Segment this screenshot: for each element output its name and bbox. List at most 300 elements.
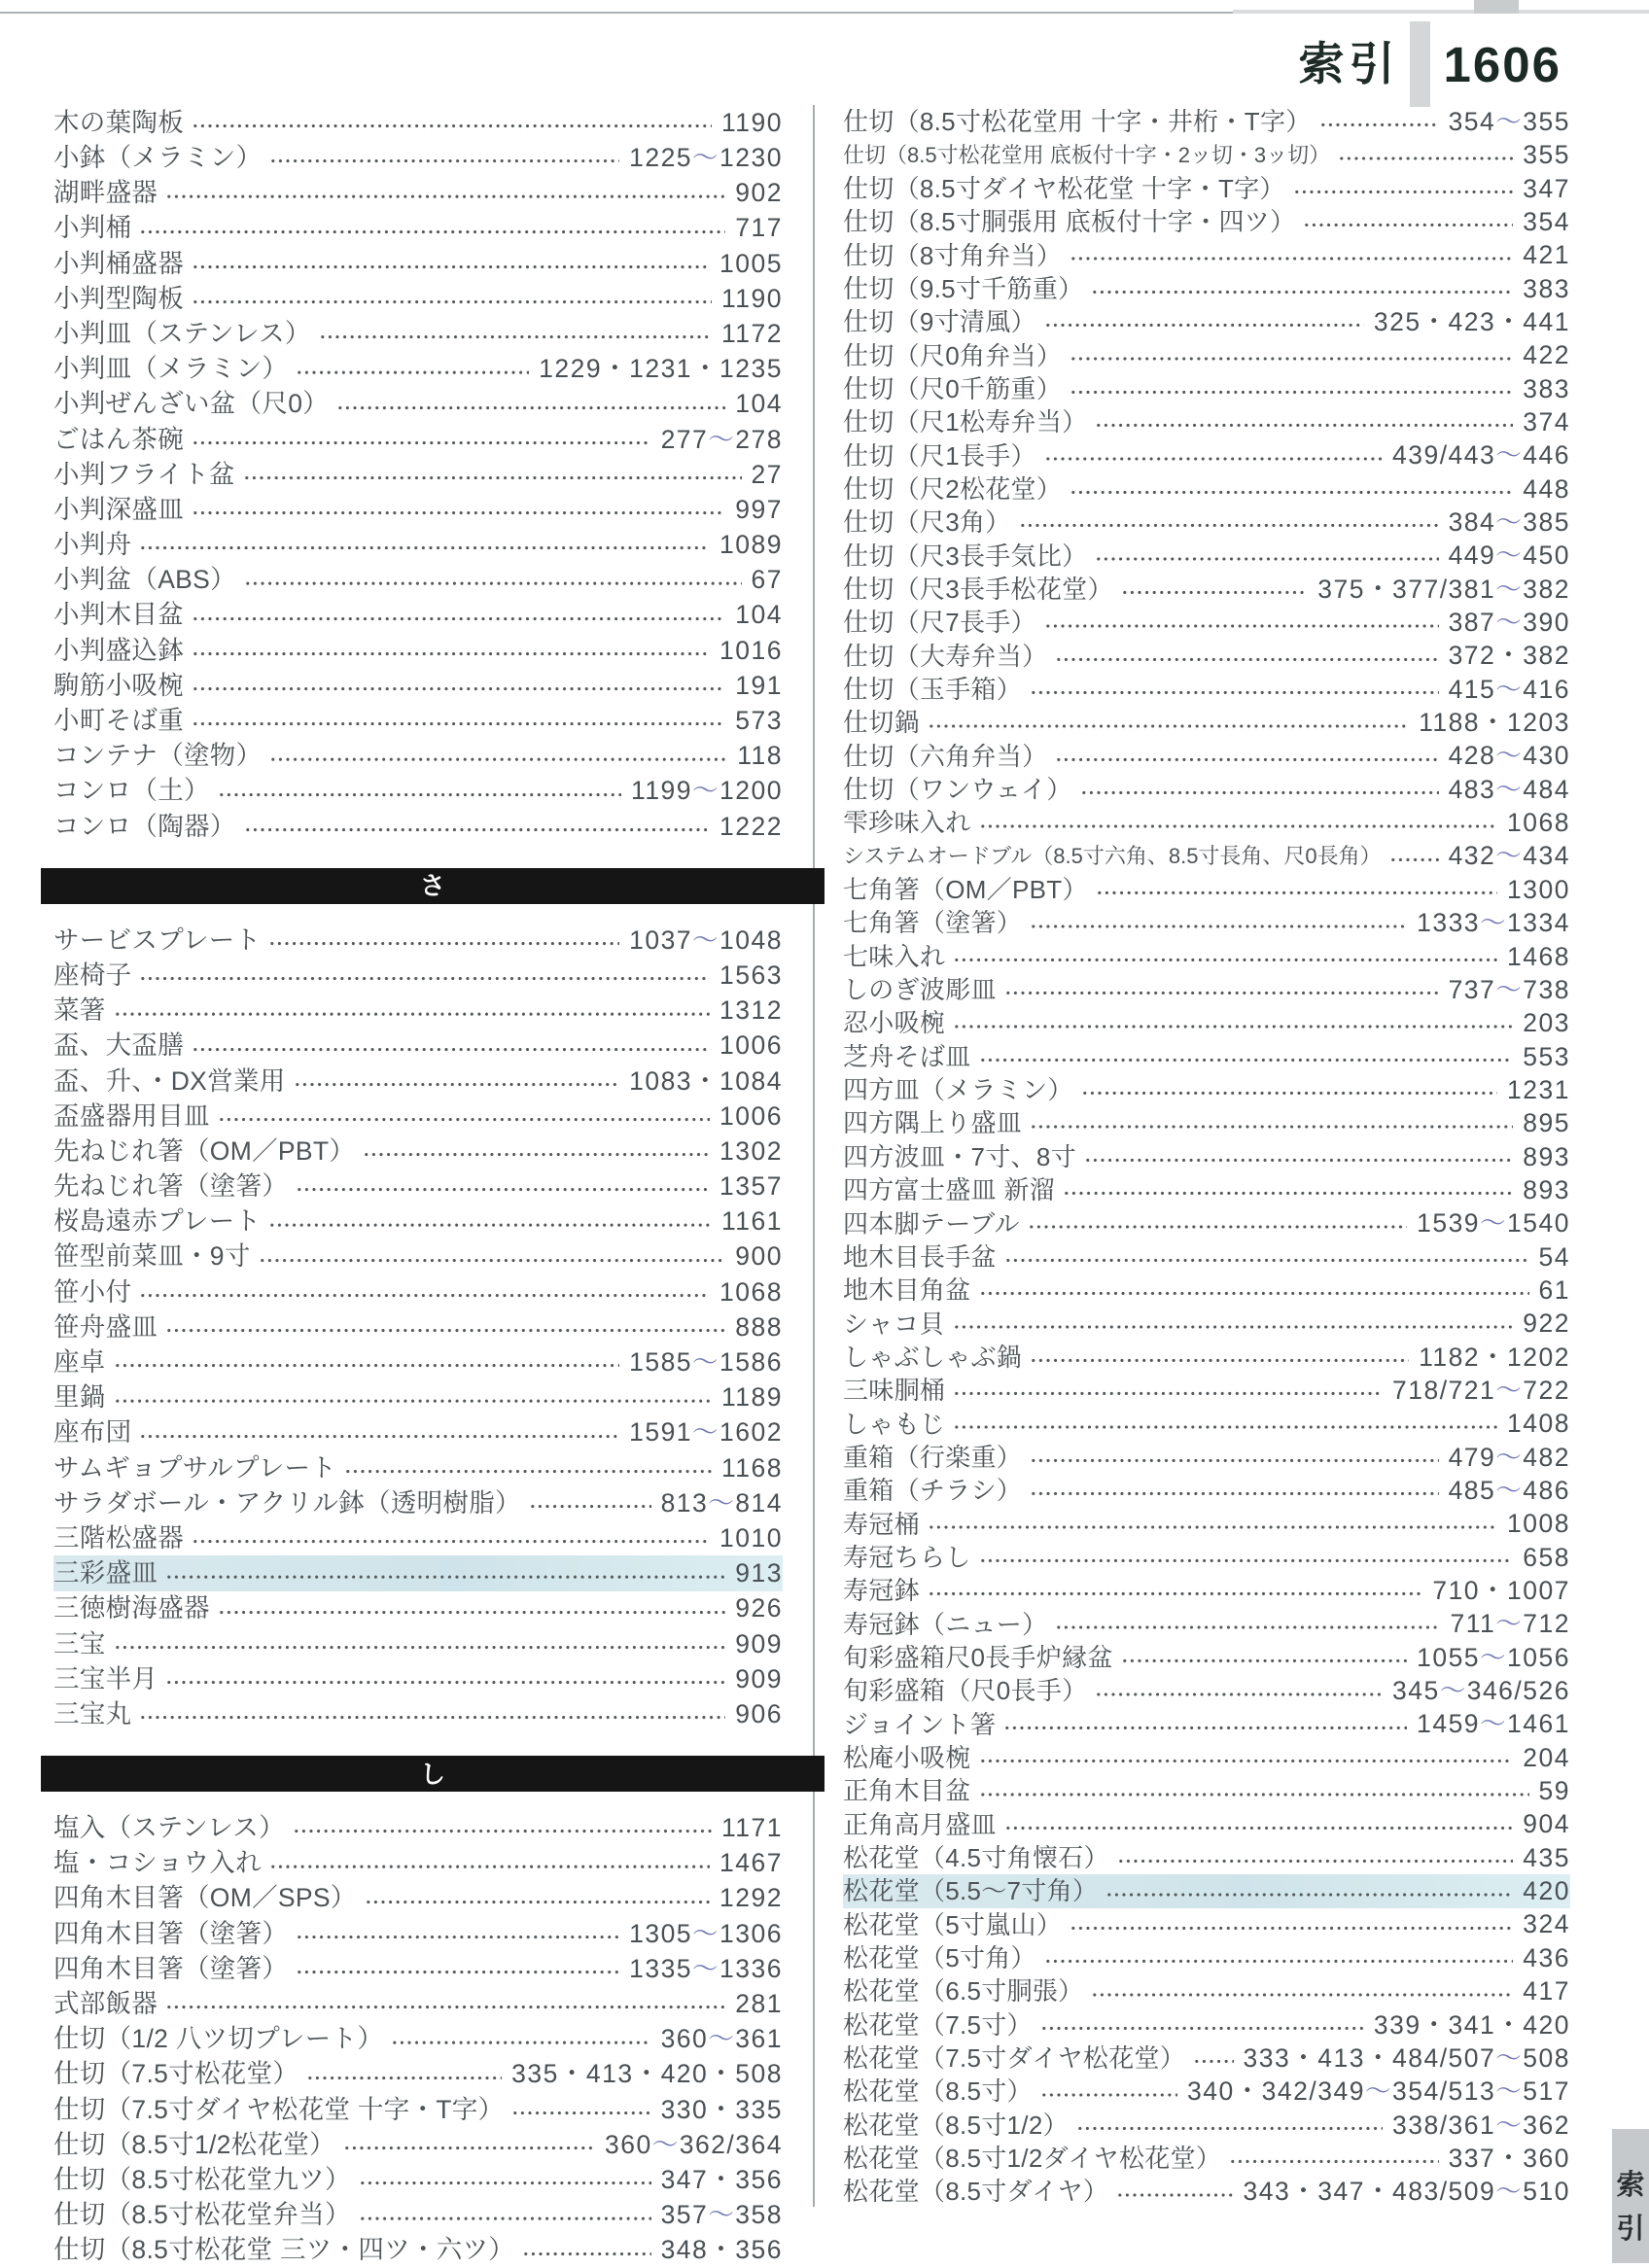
- dot-leader: [951, 1006, 1513, 1039]
- index-entry: [53, 1485, 783, 1520]
- top-corner-tab: [1474, 0, 1519, 14]
- index-entry: [843, 806, 1570, 839]
- index-side-tab[interactable]: [1612, 2129, 1649, 2263]
- entry-pages: 1189: [721, 1382, 783, 1413]
- entry-pages: 27: [751, 459, 783, 489]
- index-entry: [53, 1274, 783, 1309]
- index-title: 索引: [1298, 37, 1400, 91]
- index-entry: [843, 940, 1570, 973]
- index-entry: [843, 1307, 1570, 1340]
- entry-pages: 335・413・420・508: [511, 2059, 783, 2089]
- index-entry: [843, 1006, 1570, 1039]
- entry-pages: 1006: [719, 1100, 783, 1131]
- entry-title: 松庵小吸椀: [843, 1743, 971, 1773]
- entry-title: 三階松盛器: [53, 1522, 184, 1553]
- entry-pages: 1357: [719, 1171, 783, 1202]
- entry-title: 仕切（尺0千筋重）: [843, 373, 1063, 403]
- entry-title: 盃盛器用目皿: [53, 1100, 210, 1131]
- dot-leader: [1068, 372, 1513, 405]
- dot-leader: [357, 2162, 651, 2197]
- index-entry: [843, 2008, 1570, 2041]
- index-entry: [53, 105, 783, 140]
- index-entry: [843, 640, 1570, 673]
- index-entry: [843, 1908, 1570, 1941]
- dot-leader: [1002, 973, 1439, 1006]
- header-divider-bar: [1410, 21, 1430, 107]
- entry-title: 式部飯器: [53, 1989, 158, 2019]
- entry-title: 仕切（8.5寸松花堂用 底板付十字・2ッ切・3ッ切）: [843, 142, 1331, 167]
- index-entry: [53, 2057, 783, 2092]
- entry-pages: 436: [1523, 1942, 1570, 1972]
- entry-pages: 281: [735, 1989, 783, 2019]
- dot-leader: [163, 1309, 725, 1344]
- dot-leader: [112, 1344, 619, 1379]
- entry-title: 七角箸（OM／PBT）: [843, 875, 1088, 905]
- entry-pages: 432～434: [1448, 841, 1570, 871]
- index-entry: [53, 1450, 783, 1485]
- index-entry: [843, 1206, 1570, 1239]
- index-entry: [53, 668, 783, 703]
- index-entry: [843, 1374, 1570, 1407]
- entry-pages: 893: [1523, 1174, 1570, 1204]
- entry-pages: 1333～1334: [1417, 908, 1570, 938]
- entry-pages: 338/361～362: [1391, 2110, 1570, 2140]
- entry-pages: 449～450: [1448, 541, 1570, 571]
- dot-leader: [1317, 105, 1439, 138]
- index-entry: [843, 1507, 1570, 1540]
- index-entry: [53, 703, 783, 738]
- entry-pages: 573: [735, 706, 783, 736]
- entry-title: 仕切（尺1長手）: [843, 440, 1036, 471]
- dot-leader: [1001, 1708, 1407, 1741]
- entry-pages: 384～385: [1448, 507, 1570, 538]
- entry-title: 寿冠桶: [843, 1509, 920, 1539]
- index-entry: [53, 2092, 783, 2127]
- entry-pages: 372・382: [1448, 641, 1570, 671]
- dot-leader: [216, 1099, 710, 1134]
- dot-leader: [1038, 2075, 1177, 2108]
- dot-leader: [1002, 1240, 1529, 1274]
- entry-pages: 325・423・441: [1373, 306, 1570, 336]
- dot-leader: [926, 1507, 1497, 1540]
- entry-title: 寿冠鉢: [843, 1576, 920, 1606]
- column-divider: [813, 105, 815, 2207]
- entry-title: 四方波皿・7寸、8寸: [843, 1141, 1076, 1171]
- index-entry: [843, 1240, 1570, 1274]
- dot-leader: [1002, 1808, 1513, 1841]
- entry-pages: 717: [735, 213, 783, 243]
- entry-title: サムギョプサルプレート: [53, 1452, 337, 1483]
- entry-pages: 553: [1523, 1041, 1570, 1071]
- index-entry: [843, 1407, 1570, 1440]
- entry-title: 仕切（8.5寸胴張用 底板付十字・四ツ）: [843, 207, 1296, 237]
- entry-title: コンロ（陶器）: [53, 811, 236, 841]
- dot-leader: [112, 1379, 712, 1414]
- entry-pages: 337・360: [1448, 2143, 1570, 2173]
- index-entry: [53, 387, 783, 422]
- dot-leader: [334, 387, 725, 422]
- index-entry: [843, 405, 1570, 438]
- index-entry: [843, 840, 1570, 873]
- entry-title: 松花堂（5寸嵐山）: [843, 1909, 1063, 1939]
- entry-title: 仕切（8.5寸ダイヤ松花堂 十字・T字）: [843, 173, 1285, 203]
- dot-leader: [1089, 1974, 1513, 2007]
- dot-leader: [163, 1555, 725, 1590]
- entry-pages: 1300: [1507, 874, 1570, 904]
- dot-leader: [1026, 1206, 1407, 1239]
- entry-pages: 375・377/381～382: [1317, 574, 1570, 604]
- index-entry: [843, 1808, 1570, 1841]
- dot-leader: [294, 351, 529, 386]
- index-column-right: [843, 105, 1570, 2268]
- entry-pages: 1468: [1507, 941, 1570, 971]
- index-entry: [843, 1607, 1570, 1640]
- index-entry: [53, 281, 783, 316]
- dot-leader: [190, 105, 712, 140]
- entry-pages: 1302: [719, 1135, 783, 1166]
- entry-title: 小判型陶板: [53, 283, 184, 313]
- dot-leader: [294, 1916, 619, 1951]
- entry-title: 仕切（尺2松花堂）: [843, 473, 1063, 504]
- entry-pages: 926: [735, 1593, 783, 1623]
- entry-title: 塩入（ステンレス）: [53, 1813, 285, 1843]
- entry-title: 四角木目箸（塗箸）: [53, 1953, 289, 1983]
- entry-title: 仕切（8.5寸松花堂弁当）: [53, 2200, 351, 2230]
- entry-pages: 435: [1523, 1842, 1570, 1872]
- index-entry: [53, 1134, 783, 1169]
- index-entry: [843, 1474, 1570, 1507]
- entry-title: 仕切（尺3長手松花堂）: [843, 574, 1113, 604]
- index-entry: [53, 774, 783, 809]
- index-entry: [843, 506, 1570, 539]
- dot-leader: [1119, 573, 1309, 606]
- dot-leader: [190, 598, 725, 633]
- entry-title: 三徳樹海盛器: [53, 1593, 210, 1623]
- entry-title: 塩・コショウ入れ: [53, 1848, 262, 1878]
- entry-pages: 485～486: [1448, 1476, 1570, 1506]
- dot-leader: [1336, 138, 1513, 171]
- entry-pages: 421: [1523, 240, 1570, 270]
- entry-title: 仕切（8.5寸松花堂九ツ）: [53, 2164, 351, 2194]
- entry-title: 四本脚テーブル: [843, 1208, 1020, 1239]
- entry-title: 仕切（1/2 八ツ切プレート）: [53, 2024, 384, 2054]
- entry-title: 小判フライト盆: [53, 459, 235, 489]
- dot-leader: [951, 1307, 1514, 1340]
- entry-title: 先ねじれ箸（塗箸）: [53, 1171, 289, 1202]
- entry-pages: 1083・1084: [629, 1065, 783, 1096]
- index-entry: [843, 1674, 1570, 1707]
- entry-title: 松花堂（8.5寸ダイヤ）: [843, 2177, 1109, 2207]
- index-entry: [53, 1916, 783, 1951]
- entry-pages: 1089: [719, 530, 783, 560]
- index-entry: [843, 2075, 1570, 2108]
- index-entry: [53, 211, 783, 246]
- entry-pages: 357～358: [660, 2200, 783, 2230]
- entry-pages: 1312: [719, 995, 783, 1026]
- index-entry: [53, 1379, 783, 1414]
- entry-pages: 415～416: [1448, 674, 1570, 704]
- entry-title: 旬彩盛箱（尺0長手）: [843, 1676, 1088, 1706]
- entry-title: 小町そば重: [53, 706, 184, 736]
- entry-pages: 422: [1523, 340, 1570, 370]
- entry-title: 仕切（9寸清風）: [843, 307, 1036, 337]
- index-entry: [53, 1344, 783, 1379]
- entry-title: 小判桶: [53, 213, 132, 243]
- entry-pages: 1467: [719, 1848, 783, 1878]
- index-entry: [53, 1064, 783, 1099]
- index-entry: [53, 316, 783, 351]
- entry-title: 七味入れ: [843, 941, 946, 971]
- entry-pages: 354: [1523, 206, 1570, 236]
- index-entry: [843, 1541, 1570, 1574]
- index-entry: [843, 1974, 1570, 2007]
- index-entry: [843, 906, 1570, 939]
- entry-title: 仕切（7.5寸ダイヤ松花堂 十字・T字）: [53, 2094, 505, 2124]
- index-entry: [53, 246, 783, 281]
- index-entry: [53, 1099, 783, 1134]
- section-label: し: [419, 1759, 445, 1789]
- entry-pages: 900: [735, 1241, 783, 1272]
- entry-pages: 1188・1203: [1419, 708, 1570, 738]
- index-entry: [53, 2233, 783, 2268]
- dot-leader: [112, 993, 710, 1028]
- dot-leader: [1082, 1140, 1513, 1173]
- entry-pages: 906: [735, 1698, 783, 1728]
- entry-pages: 1068: [1507, 808, 1570, 838]
- index-entry: [53, 351, 783, 386]
- entry-title: 仕切（尺3長手気比）: [843, 541, 1088, 571]
- entry-title: 重箱（チラシ）: [843, 1476, 1023, 1506]
- dot-leader: [190, 246, 710, 281]
- index-entry: [53, 1626, 783, 1661]
- dot-leader: [1053, 1607, 1440, 1640]
- dot-leader: [1038, 2008, 1364, 2041]
- index-entry: [53, 2127, 783, 2162]
- dot-leader: [112, 1626, 726, 1661]
- entry-pages: 360～361: [660, 2024, 783, 2054]
- dot-leader: [1028, 1474, 1438, 1507]
- entry-title: 正角高月盛皿: [843, 1809, 997, 1839]
- index-entry: [843, 1040, 1570, 1073]
- entry-title: 仕切（尺3角）: [843, 507, 1011, 538]
- dot-leader: [1115, 1841, 1514, 1874]
- dot-leader: [1042, 1941, 1513, 1974]
- entry-title: 四方富士盛皿 新溜: [843, 1175, 1055, 1205]
- entry-pages: 1563: [719, 960, 783, 990]
- entry-pages: 888: [735, 1311, 783, 1342]
- dot-leader: [190, 492, 725, 527]
- entry-title: 小判皿（ステンレス）: [53, 318, 311, 348]
- side-tab-char: 引: [1616, 2214, 1645, 2245]
- entry-pages: 893: [1523, 1141, 1570, 1171]
- index-entry: [843, 1708, 1570, 1741]
- dot-leader: [1089, 272, 1513, 305]
- top-rule: [0, 12, 1233, 14]
- entry-title: 七角箸（塗箸）: [843, 908, 1023, 938]
- entry-pages: 813～814: [660, 1487, 783, 1518]
- index-entry: [53, 457, 783, 492]
- index-entry: [843, 105, 1570, 138]
- entry-pages: 1229・1231・1235: [539, 354, 783, 384]
- side-tab-char: 索: [1616, 2170, 1645, 2201]
- entry-title: 三宝: [53, 1628, 106, 1658]
- index-entry: [843, 1173, 1570, 1206]
- entry-pages: 355: [1523, 140, 1570, 170]
- entry-title: 笹舟盛皿: [53, 1311, 158, 1342]
- entry-pages: 1585～1586: [629, 1347, 783, 1378]
- entry-title: 三宝半月: [53, 1663, 158, 1693]
- index-entry: [53, 738, 783, 773]
- dot-leader: [190, 1029, 710, 1064]
- entry-title: 木の葉陶板: [53, 107, 184, 137]
- dot-leader: [1053, 740, 1438, 773]
- entry-pages: 1222: [719, 811, 783, 841]
- dot-leader: [267, 738, 727, 773]
- dot-leader: [361, 1134, 710, 1169]
- entry-pages: 479～482: [1448, 1442, 1570, 1472]
- dot-leader: [242, 562, 742, 597]
- index-entry: [53, 1661, 783, 1696]
- index-entry: [843, 238, 1570, 271]
- dot-leader: [1093, 1674, 1383, 1707]
- dot-leader: [527, 1485, 651, 1520]
- index-entry: [843, 1774, 1570, 1807]
- dot-leader: [363, 1881, 710, 1916]
- top-rule-right: [1233, 10, 1649, 14]
- dot-leader: [190, 668, 725, 703]
- entry-pages: 1199～1200: [631, 776, 783, 806]
- entry-title: 仕切（尺0角弁当）: [843, 340, 1063, 370]
- index-entry: [53, 527, 783, 562]
- entry-title: 菜箸: [53, 995, 106, 1026]
- entry-pages: 448: [1523, 473, 1570, 504]
- entry-pages: 1408: [1507, 1409, 1570, 1439]
- dot-leader: [1191, 2041, 1233, 2075]
- index-entry: [843, 673, 1570, 706]
- index-entry: [53, 633, 783, 668]
- dot-leader: [137, 211, 725, 246]
- entry-pages: 54: [1538, 1241, 1570, 1272]
- entry-title: 小判舟: [53, 530, 132, 560]
- entry-title: 盃、升、・DX営業用: [53, 1065, 286, 1096]
- dot-leader: [1028, 1106, 1513, 1139]
- index-entry: [53, 1986, 783, 2021]
- index-entry: [843, 539, 1570, 572]
- entry-title: 地木目長手盆: [843, 1241, 997, 1272]
- entry-pages: 339・341・420: [1373, 2009, 1570, 2040]
- entry-pages: 483～484: [1448, 774, 1570, 804]
- entry-title: 小判木目盆: [53, 600, 184, 630]
- entry-title: 桜島遠赤プレート: [53, 1206, 262, 1237]
- entry-title: 寿冠ちらし: [843, 1542, 971, 1572]
- dot-leader: [951, 940, 1497, 973]
- index-entry: [53, 2197, 783, 2232]
- index-entry: [53, 1520, 783, 1555]
- entry-pages: 348・356: [660, 2235, 783, 2265]
- entry-pages: 439/443～446: [1391, 440, 1570, 471]
- dot-leader: [1053, 640, 1438, 673]
- dot-leader: [1068, 1908, 1513, 1941]
- dot-leader: [1042, 305, 1364, 338]
- index-entry: [53, 2021, 783, 2056]
- index-entry: [843, 873, 1570, 906]
- index-entry: [843, 172, 1570, 205]
- dot-leader: [1093, 405, 1513, 438]
- entry-pages: 191: [735, 670, 783, 700]
- dot-leader: [241, 457, 742, 492]
- dot-leader: [266, 923, 619, 958]
- dot-leader: [190, 422, 651, 457]
- entry-title: 雫珍味入れ: [843, 808, 971, 838]
- dot-leader: [1028, 906, 1407, 939]
- dot-leader: [216, 774, 621, 809]
- entry-pages: 1168: [721, 1452, 783, 1483]
- dot-leader: [357, 2197, 651, 2232]
- entry-title: 松花堂（7.5寸）: [843, 2009, 1033, 2040]
- entry-pages: 330・335: [660, 2094, 783, 2124]
- entry-title: システムオードブル（8.5寸六角、8.5寸長角、尺0長角）: [843, 843, 1382, 868]
- index-entry: [53, 1309, 783, 1344]
- dot-leader: [242, 809, 710, 844]
- entry-title: 座椅子: [53, 960, 132, 990]
- index-entry: [843, 138, 1570, 171]
- entry-pages: 340・342/349～354/513～517: [1186, 2076, 1570, 2107]
- entry-title: シャコ貝: [843, 1308, 945, 1339]
- entry-title: 旬彩盛箱尺0長手炉縁盆: [843, 1642, 1113, 1672]
- dot-leader: [266, 1204, 712, 1239]
- page-number: 1606: [1443, 36, 1561, 92]
- dot-leader: [1119, 1641, 1407, 1674]
- entry-title: しのぎ波彫皿: [843, 975, 997, 1005]
- dot-leader: [1104, 1874, 1513, 1907]
- index-entry: [843, 2175, 1570, 2208]
- entry-title: しゃぶしゃぶ鍋: [843, 1342, 1023, 1372]
- index-entry: [53, 1881, 783, 1916]
- dot-leader: [1301, 205, 1513, 238]
- entry-title: 先ねじれ箸（OM／PBT）: [53, 1135, 356, 1166]
- entry-pages: 1010: [719, 1522, 783, 1553]
- entry-pages: 711～712: [1450, 1609, 1570, 1639]
- entry-title: 小判盛込鉢: [53, 635, 184, 665]
- dot-leader: [163, 175, 725, 210]
- dot-leader: [137, 958, 710, 993]
- dot-leader: [317, 316, 712, 351]
- dot-leader: [977, 1541, 1514, 1574]
- entry-title: 里鍋: [53, 1382, 106, 1413]
- entry-title: 松花堂（4.5寸角懐石）: [843, 1843, 1109, 1873]
- entry-pages: 104: [735, 389, 783, 419]
- index-entry: [843, 773, 1570, 806]
- index-entry: [843, 1941, 1570, 1974]
- entry-title: 松花堂（6.5寸胴張）: [843, 1976, 1084, 2006]
- entry-pages: 997: [735, 494, 783, 524]
- entry-title: 松花堂（8.5寸）: [843, 2076, 1033, 2107]
- index-entry: [843, 438, 1570, 471]
- entry-pages: 1008: [1507, 1509, 1570, 1539]
- dot-leader: [926, 706, 1409, 739]
- entry-title: 仕切（8.5寸松花堂用 十字・井桁・T字）: [843, 107, 1312, 137]
- entry-pages: 1171: [721, 1813, 783, 1843]
- entry-title: 三彩盛皿: [53, 1558, 158, 1588]
- index-entry: [843, 205, 1570, 238]
- entry-pages: 718/721～722: [1391, 1375, 1570, 1405]
- dot-leader: [291, 1810, 712, 1845]
- dot-leader: [389, 2021, 650, 2056]
- entry-pages: 902: [735, 178, 783, 208]
- index-entry: [843, 1140, 1570, 1173]
- entry-title: 小判桶盛器: [53, 248, 184, 278]
- entry-title: 四方皿（メラミン）: [843, 1075, 1073, 1105]
